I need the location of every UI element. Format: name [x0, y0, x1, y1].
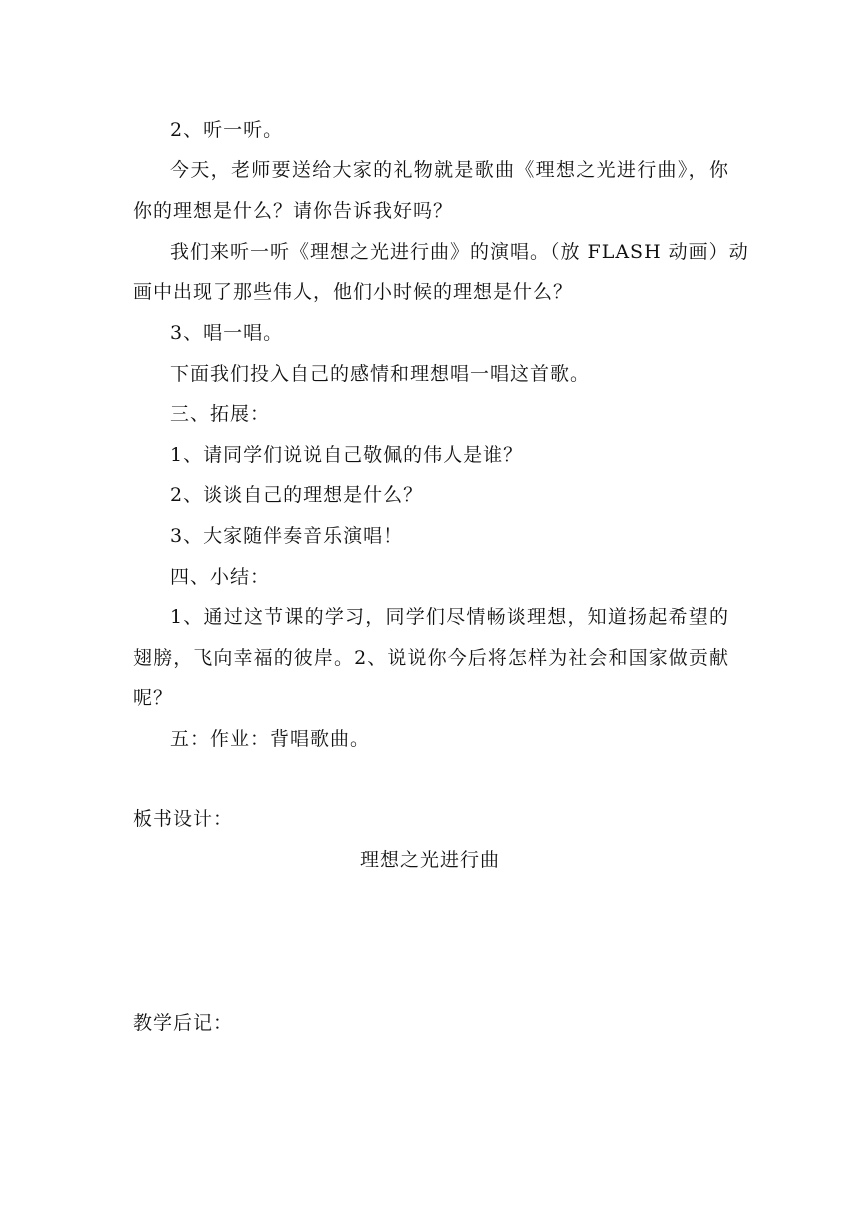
step-sing-heading: 3、唱一唱。 [170, 322, 284, 344]
paragraph-listen-song-line-2: 画中出现了那些伟人，他们小时候的理想是什么？ [133, 281, 574, 303]
section-homework: 五：作业：背唱歌曲。 [170, 728, 371, 750]
extension-item-3: 3、大家随伴奏音乐演唱！ [170, 525, 404, 547]
teaching-notes-label: 教学后记： [133, 1012, 234, 1034]
extension-item-2: 2、谈谈自己的理想是什么？ [170, 484, 424, 506]
summary-line-1: 1、通过这节课的学习，同学们尽情畅谈理想，知道扬起希望的 [170, 606, 729, 628]
paragraph-listen-song-line-1: 我们来听一听《理想之光进行曲》的演唱。（放 FLASH 动画）动 [170, 241, 749, 263]
summary-line-2: 翅膀，飞向幸福的彼岸。2、说说你今后将怎样为社会和国家做贡献 [133, 647, 729, 669]
extension-item-1: 1、请同学们说说自己敬佩的伟人是谁？ [170, 444, 524, 466]
paragraph-sing-together: 下面我们投入自己的感情和理想唱一唱这首歌。 [170, 363, 591, 385]
step-listen-heading: 2、听一听。 [170, 119, 284, 141]
paragraph-gift-line-1: 今天，老师要送给大家的礼物就是歌曲《理想之光进行曲》，你 [170, 159, 729, 181]
board-design-label: 板书设计： [133, 808, 234, 830]
section-extension-heading: 三、拓展： [170, 403, 271, 425]
summary-line-3: 呢？ [133, 687, 174, 709]
section-summary-heading: 四、小结： [170, 566, 271, 588]
paragraph-gift-line-2: 你的理想是什么？请你告诉我好吗？ [133, 200, 454, 222]
board-design-title: 理想之光进行曲 [359, 849, 500, 871]
